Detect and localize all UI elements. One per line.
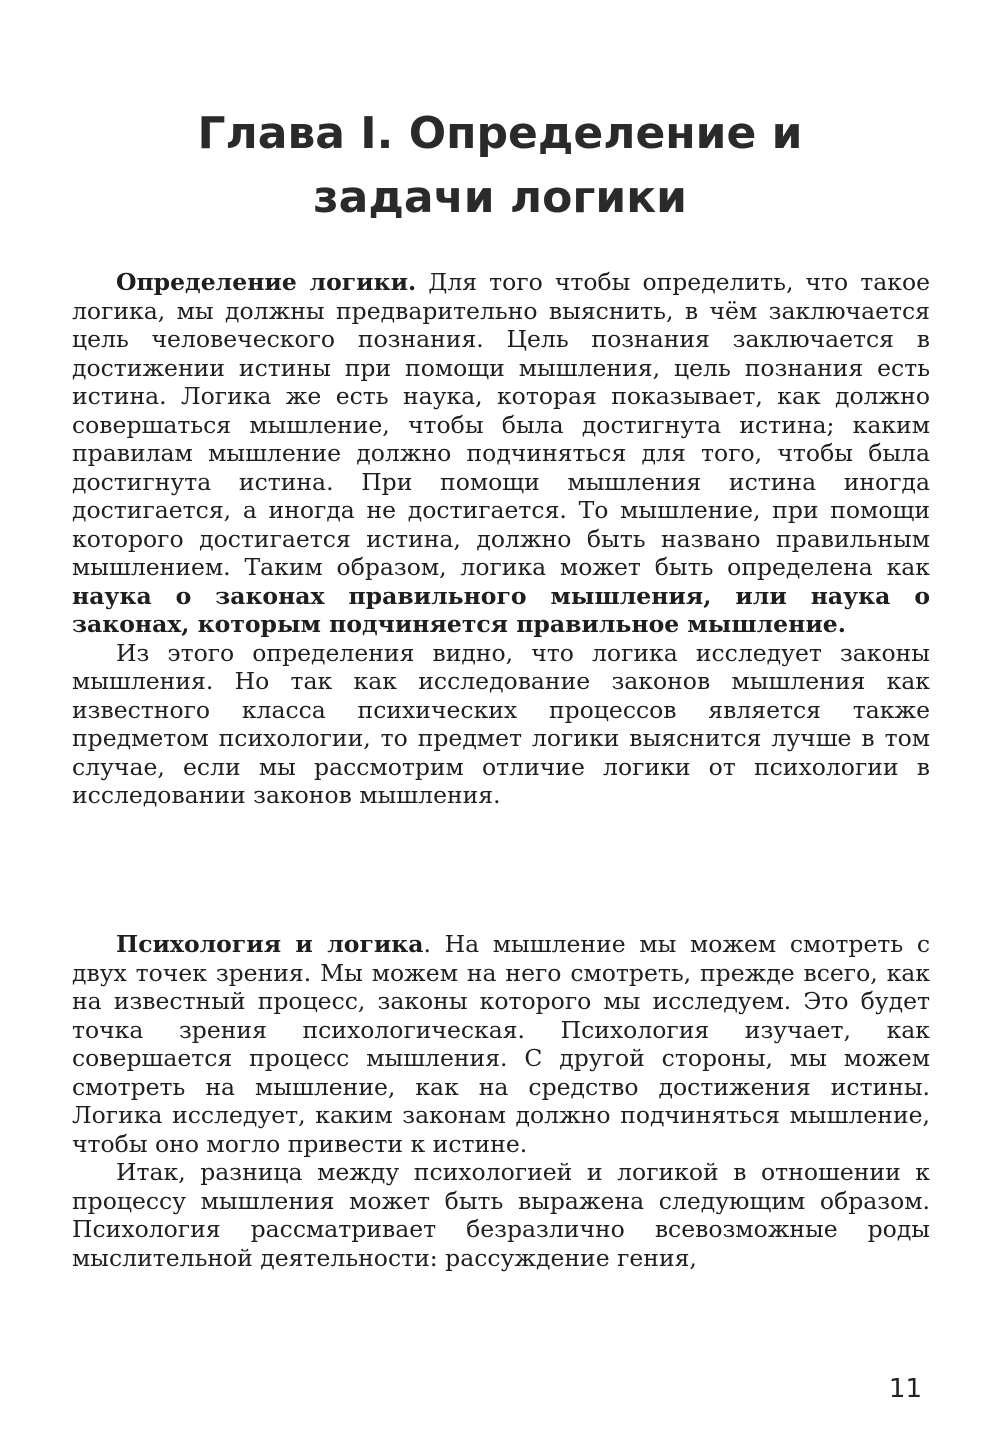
paragraph: [72, 930, 930, 1158]
section-heading-definition: Определение логики.: [116, 268, 417, 296]
paragraph: [72, 268, 930, 639]
definition-emphasis: наука о законах правильного мышления, или наука о законах, которым подчиняется правильное мышление.: [72, 581, 930, 638]
section-definition: [72, 268, 930, 810]
paragraph: Из этого определения видно, что логика исследует законы мышления. Но так как исследование законов мышления как известного класса психических процессов является также предметом психологии, то предмет логики выяснится лучше в том случае, если мы рассмотрим отличие логики от психологии в исследовании законов мышления.: [72, 638, 930, 809]
section-psychology: [72, 930, 930, 1272]
page-number: 11: [888, 1374, 922, 1404]
chapter-title: Глава I. Определение и задачи логики: [197, 108, 803, 223]
paragraph-text: Для того чтобы определить, что такое логика, мы должны предварительно выяснить, в чём заключается цель человеческого познания. Цель познания заключается в достижении истины при помощи мышления, цель познания есть истина. Логика же есть наука, которая показывает, как должно совершаться мышление, чтобы была достигнута истина; каким правилам мышление должно подчиняться для того, чтобы была достигнута истина. При помощи мышления истина иногда достигается, а иногда не достигается. То мышление, при помощи которого достигается истина, должно быть названо правильным мышлением. Таким образом, логика может быть определена как: [72, 268, 930, 581]
paragraph-text: . На мышление мы можем смотреть с двух точек зрения. Мы можем на него смотреть, прежде всего, как на известный процесс, законы которого мы исследуем. Это будет точка зрения психологическая. Психология изучает, как совершается процесс мышления. С другой стороны, мы можем смотреть на мышление, как на средство достижения истины. Логика исследует, каким законам должно подчиняться мышление, чтобы оно могло привести к истине.: [72, 930, 930, 1158]
paragraph: Итак, разница между психологией и логикой в отношении к процессу мышления может быть выражена следующим образом. Психология рассматривает безразлично всевозможные роды мыслительной деятельности: рассуждение гения,: [72, 1158, 930, 1272]
section-heading-psychology: Психология и логика: [116, 930, 424, 958]
